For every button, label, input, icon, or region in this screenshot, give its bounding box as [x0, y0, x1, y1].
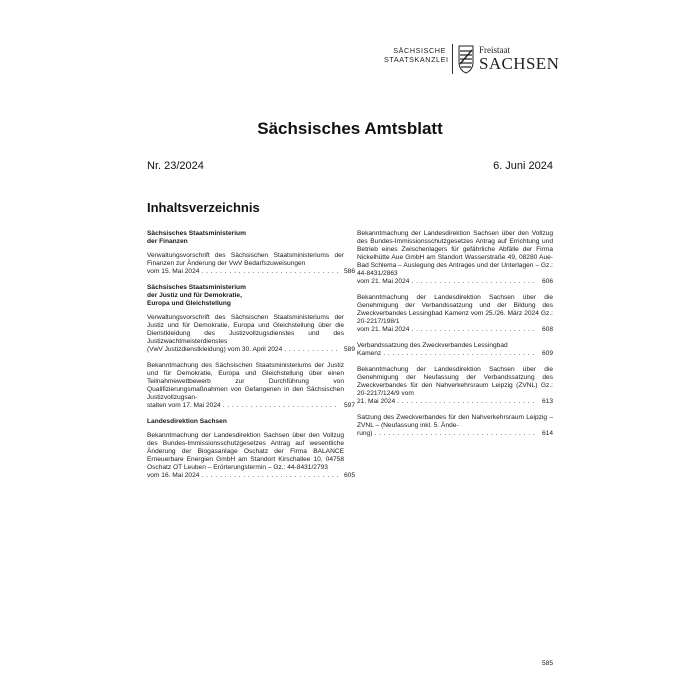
- toc-entry-lastline: [147, 472, 355, 480]
- dot-leader: [411, 278, 537, 286]
- issue-date: 6. Juni 2024: [493, 160, 553, 172]
- toc-entry-text: Verwaltungsvorschrift des Sächsischen Staatsministeriums der Justiz und für Demokratie, Europa und Gleichstellung über die Dienstkleidung des Justizvollzugsdienstes und des Justizwachtmeisterdienstes: [147, 314, 344, 345]
- toc-page-number: 614: [541, 430, 553, 437]
- toc-entry-text-end: vom 21. Mai 2024: [357, 326, 410, 333]
- toc-entry-lastline: [147, 268, 355, 276]
- saxony-coat-of-arms-icon: [457, 44, 475, 74]
- toc-entry-lastline: [357, 278, 553, 286]
- dot-leader: [411, 326, 537, 334]
- section-heading: [147, 230, 344, 246]
- toc-entry-text-end: rung): [357, 430, 373, 437]
- staatskanzlei-line2: STAATSKANZLEI: [384, 55, 449, 64]
- logo-divider: [452, 44, 453, 74]
- sachsen-label: SACHSEN: [479, 54, 560, 73]
- toc-page-number: 586: [343, 268, 355, 275]
- toc-entry-text: Verbandssatzung des Zweckverbandes Lessingbad: [357, 342, 508, 349]
- staatskanzlei-logo: [384, 46, 449, 64]
- dot-leader: [374, 430, 537, 438]
- page-number: 585: [541, 660, 553, 667]
- dot-leader: [397, 398, 537, 406]
- toc-entry-text: Bekanntmachung der Landesdirektion Sachsen über den Vollzug des Bundes-Immissionsschutzgesetzes Antrag auf wesentliche Änderung der Biogasanlage Oschatz der Firma BALANCE Erneuerbare Energien GmbH am Standort Kirschallee 10, 04758 Oschatz OT Leuben – Erörterungstermin – Gz.: 44-8431/2793: [147, 432, 344, 471]
- toc-entry[interactable]: [357, 294, 553, 334]
- toc-entry-text: Satzung des Zweckverbandes für den Nahverkehrsraum Leipzig – ZVNL – (Neufassung inkl. 5. Ände-: [357, 414, 553, 429]
- toc-page-number: 589: [343, 346, 355, 353]
- toc-page-number: 597: [343, 402, 355, 409]
- toc-page-number: 609: [541, 350, 553, 357]
- dot-leader: [383, 350, 537, 358]
- toc-entry[interactable]: [357, 414, 553, 438]
- toc-right-column: [357, 230, 553, 446]
- section-heading-line: der Justiz und für Demokratie,: [147, 292, 242, 299]
- section-heading-line: Europa und Gleichstellung: [147, 300, 231, 307]
- toc-entry[interactable]: [147, 362, 355, 410]
- section-heading-line: Sächsisches Staatsministerium: [147, 230, 246, 237]
- section-heading: [147, 284, 344, 308]
- toc-entry-text: Bekanntmachung der Landesdirektion Sachsen über die Genehmigung der Neufassung der Verbandssatzung des Zweckverbandes für den Nahverkehrsraum Leipzig (ZVNL) Gz.: 20-2217/124/9 vom: [357, 366, 553, 397]
- staatskanzlei-line1: SÄCHSISCHE: [393, 46, 446, 55]
- toc-page-number: 613: [541, 398, 553, 405]
- section-heading: [147, 418, 344, 426]
- toc-entry-text: Verwaltungsvorschrift des Sächsischen Staatsministeriums der Finanzen zur Änderung der VwV Bedarfszuweisungen: [147, 252, 344, 267]
- toc-entry[interactable]: [147, 314, 355, 354]
- toc-entry-text-end: vom 16. Mai 2024: [147, 472, 200, 479]
- toc-page-number: 605: [343, 472, 355, 479]
- toc-entry[interactable]: [357, 230, 553, 286]
- toc-entry-text: Bekanntmachung des Sächsischen Staatsministeriums der Justiz und für Demokratie, Europa und Gleichstellung über einen Teilnahmewettbewerb zur Durchführung von Qualifizierungsmaßnahmen von Gefangenen in den Sächsischen Justizvollzugsan-: [147, 362, 344, 401]
- toc-entry-lastline: [357, 398, 553, 406]
- toc-entry[interactable]: [147, 432, 355, 480]
- issue-number: Nr. 23/2024: [147, 160, 204, 172]
- toc-entry-text-end: vom 21. Mai 2024: [357, 278, 410, 285]
- toc-page-number: 606: [541, 278, 553, 285]
- toc-left-column: [147, 230, 355, 488]
- toc-entry-lastline: [147, 402, 355, 410]
- issue-row: [147, 160, 553, 176]
- header-logos: [384, 44, 560, 76]
- toc-entry-text-end: 21. Mai 2024: [357, 398, 396, 405]
- section-heading-line: Sächsisches Staatsministerium: [147, 284, 246, 291]
- toc-entry-text-end: stalten vom 17. Mai 2024: [147, 402, 221, 409]
- freistaat-label: Freistaat: [479, 45, 510, 55]
- toc-entry-lastline: [357, 326, 553, 334]
- toc-entry[interactable]: [357, 366, 553, 406]
- toc-entry-lastline: [147, 346, 355, 354]
- toc-entry-lastline: [357, 430, 553, 438]
- dot-leader: [223, 402, 339, 410]
- toc-page-number: 608: [541, 326, 553, 333]
- dot-leader: [284, 346, 339, 354]
- toc-entry[interactable]: [357, 342, 553, 358]
- toc-entry-lastline: [357, 350, 553, 358]
- toc-title: Inhaltsverzeichnis: [147, 200, 260, 215]
- toc-entry-text-end: (VwV Justizdienstkleidung) vom 30. April 2024: [147, 346, 283, 353]
- toc-entry-text-end: Kamenz: [357, 350, 382, 357]
- toc-entry-text: Bekanntmachung der Landesdirektion Sachsen über den Vollzug des Bundes-Immissionsschutzgesetzes Antrag auf Errichtung und Betrieb eines Zwischenlagers für gefährliche Abfälle der Firma Nickelhütte Aue GmbH am Standort Wasserstraße 49, 08280 Aue-Bad Schlema – Auslegung des Antrages und der Unterlagen – Gz.: 44-8431/2863: [357, 230, 553, 277]
- section-heading-line: Landesdirektion Sachsen: [147, 418, 227, 425]
- toc-entry-text-end: vom 15. Mai 2024: [147, 268, 200, 275]
- dot-leader: [201, 472, 339, 480]
- dot-leader: [201, 268, 339, 276]
- toc-entry[interactable]: [147, 252, 355, 276]
- toc-entry-text: Bekanntmachung der Landesdirektion Sachsen über die Genehmigung der Verbandssatzung und der Bildung des Zweckverbandes Lessingbad Kamenz vom 25./26. März 2024 Gz.: 20-2217/198/1: [357, 294, 553, 325]
- page-title: Sächsisches Amtsblatt: [257, 119, 443, 138]
- section-heading-line: der Finanzen: [147, 238, 188, 245]
